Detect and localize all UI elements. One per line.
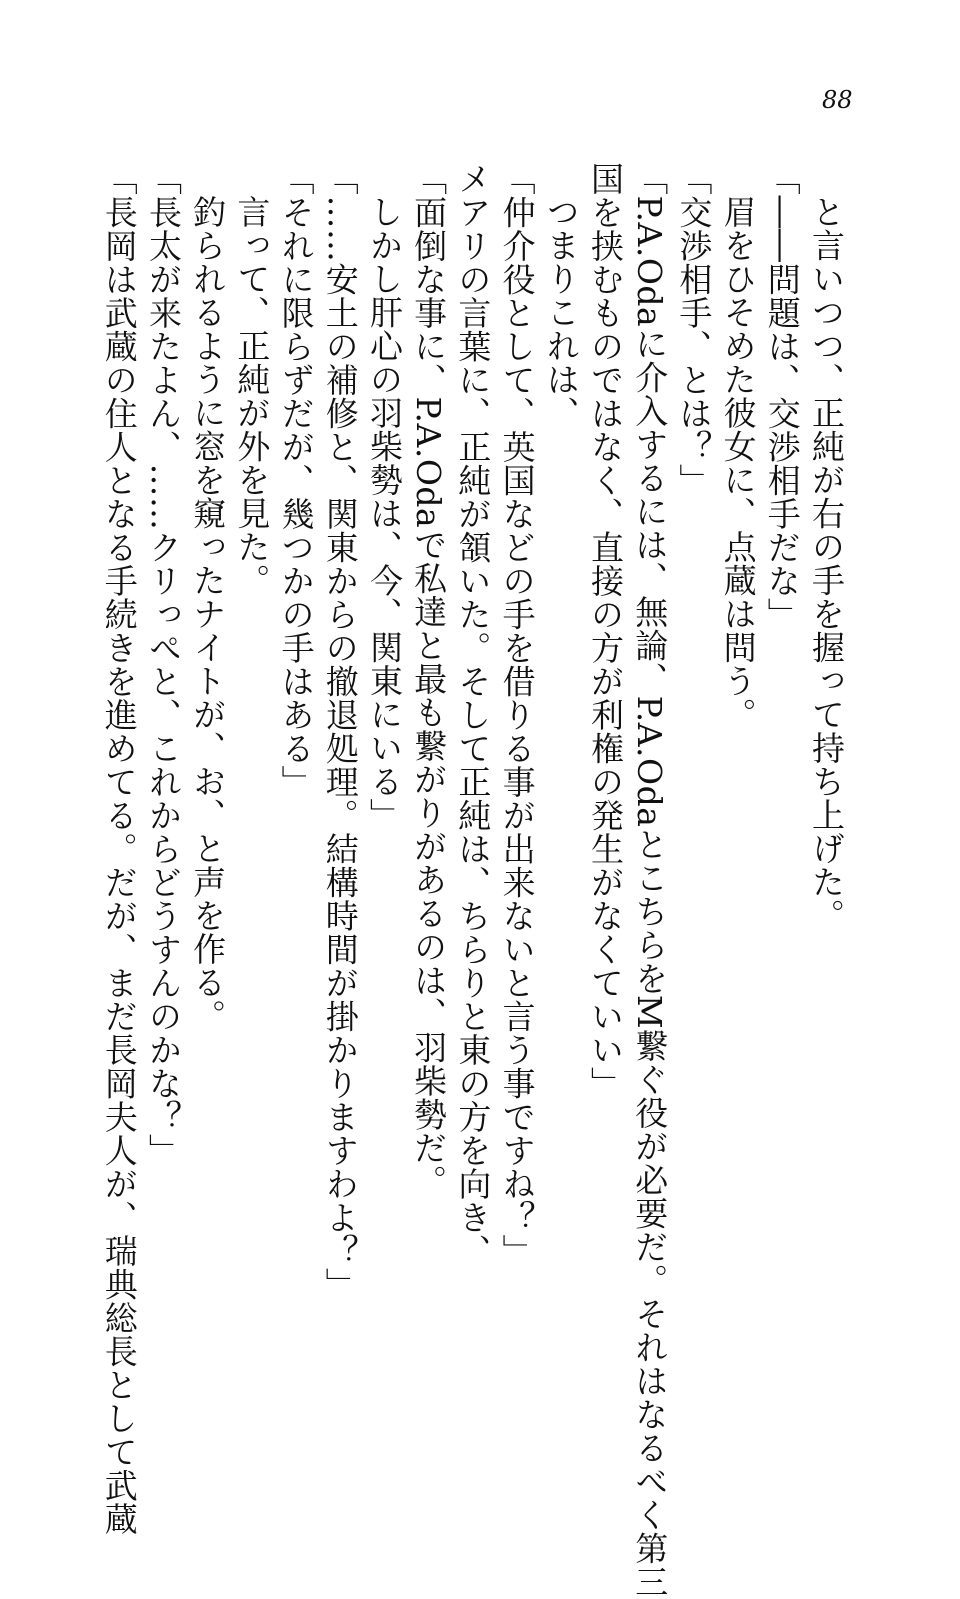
text-line: 「交渉相手、とは？」 [674, 162, 714, 497]
text-line: メアリの言葉に、正純が頷いた。そして正純は、ちらりと東の方を向き、 [453, 162, 493, 1268]
text-line: 「仲介役として、英国などの手を借りる事が出来ないと言う事ですね？」 [497, 162, 537, 1268]
text-line: 「長太が来たよん、……クリっぺと、これからどうすんのかな？」 [143, 162, 183, 1167]
vertical-text-body [97, 162, 848, 1599]
text-line: と言いつつ、正純が右の手を握って持ち上げた。 [807, 195, 846, 932]
text-line: 「……安土の補修と、関東からの撤退処理。結構時間が掛かりますわよ？」 [320, 162, 360, 1301]
text-line: 「――問題は、交渉相手だな」 [762, 162, 802, 631]
text-line: 「長岡は武蔵の住人となる手続きを進めてる。だが、まだ長岡夫人が、瑞典総長として武蔵 [99, 162, 139, 1536]
text-line: 「それに限らずだが、幾つかの手はある」 [276, 162, 316, 799]
text-line: 釣られるように窓を窺ったナイトが、お、と声を作る。 [188, 195, 228, 1033]
text-line: 「P.A.Odaに介入するには、無論、P.A.OdaとこちらをM繋ぐ役が必要だ。それはなるべく第三 [630, 162, 670, 1599]
text-line: つまりこれは、 [541, 195, 581, 430]
text-line: 「面倒な事に、P.A.Odaで私達と最も繋がりがあるのは、羽柴勢だ。 [409, 162, 449, 1199]
text-line: 言って、正純が外を見た。 [232, 195, 272, 597]
text-line: 国を挟むものではなく、直接の方が利権の発生がなくていい」 [585, 162, 625, 1100]
text-line: 眉をひそめた彼女に、点蔵は問う。 [718, 195, 758, 731]
page-number: 88 [822, 86, 853, 114]
text-line: しかし肝心の羽柴勢は、今、関東にいる」 [364, 195, 404, 832]
